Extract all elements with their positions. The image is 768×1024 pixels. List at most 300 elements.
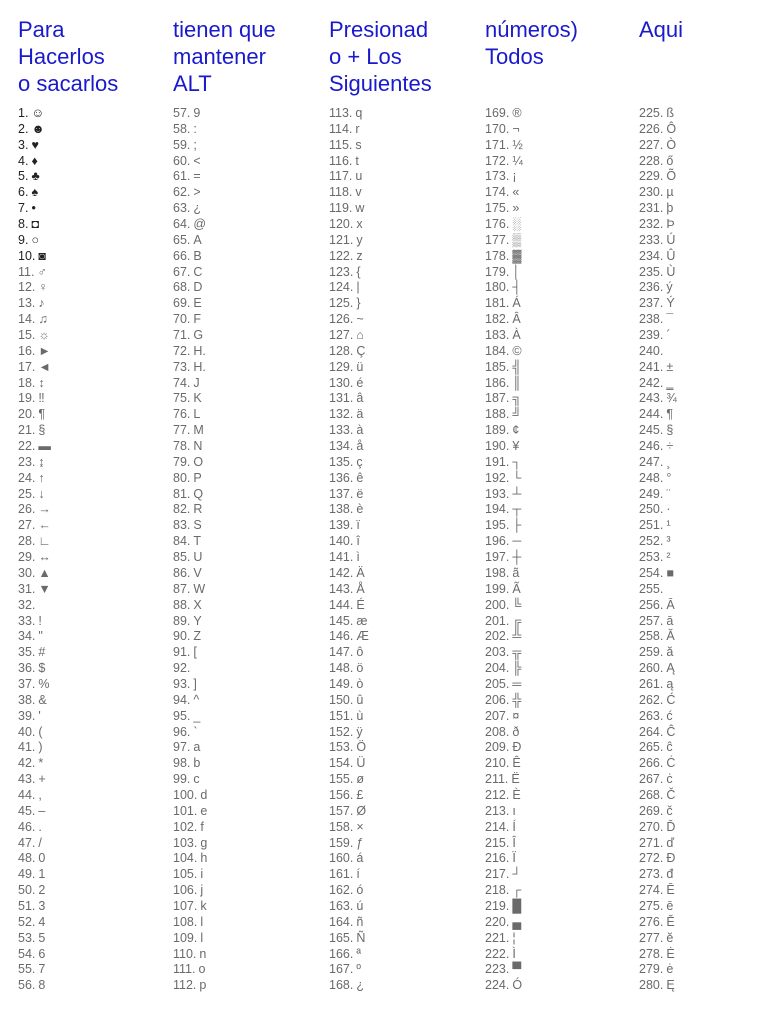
code-character: ♂ [37, 264, 47, 279]
code-row [485, 931, 523, 947]
code-number: 29. [18, 550, 36, 565]
code-number: 58. [173, 121, 191, 136]
code-row [173, 772, 207, 788]
code-character: K [193, 391, 202, 406]
code-character: ^ [193, 692, 200, 707]
code-character: f [200, 819, 204, 834]
code-number: 27. [18, 518, 36, 533]
code-number: 28. [18, 534, 36, 549]
code-row [485, 867, 523, 883]
code-number: 45. [18, 803, 36, 818]
code-row [329, 614, 369, 630]
code-character: ← [38, 518, 51, 533]
code-character: → [38, 502, 51, 517]
code-number: 60. [173, 153, 191, 168]
code-character: ░ [512, 217, 522, 232]
code-number: 222. [485, 946, 510, 961]
code-character: ¥ [512, 439, 520, 454]
code-row [329, 962, 369, 978]
code-character: Ð [512, 740, 522, 755]
code-character: * [38, 756, 44, 771]
code-number: 47. [18, 835, 36, 850]
code-number: 34. [18, 629, 36, 644]
code-number: 158. [329, 819, 354, 834]
code-number: 84. [173, 534, 191, 549]
code-row [639, 756, 677, 772]
code-number: 127. [329, 328, 354, 343]
code-row [639, 629, 677, 645]
code-character: ÷ [666, 439, 674, 454]
code-character: Ë [511, 772, 520, 787]
code-row [18, 566, 51, 582]
code-character: æ [356, 613, 368, 628]
code-number: 208. [485, 724, 510, 739]
code-character: Ï [512, 851, 516, 866]
code-row [173, 344, 207, 360]
code-character: : [193, 121, 197, 136]
code-number: 165. [329, 930, 354, 945]
code-number: 167. [329, 962, 354, 977]
code-row [639, 677, 677, 693]
code-number: 241. [639, 359, 664, 374]
code-number: 61. [173, 169, 191, 184]
code-character: Î [512, 835, 516, 850]
code-character: Ä [356, 565, 365, 580]
code-number: 244. [639, 407, 664, 422]
code-row [329, 851, 369, 867]
code-character: » [512, 201, 520, 216]
code-character: ] [193, 676, 197, 691]
code-character: n [199, 946, 207, 961]
code-row [485, 502, 523, 518]
code-row [485, 106, 523, 122]
code-character: È [512, 787, 521, 802]
code-number: 115. [329, 137, 353, 152]
code-number: 192. [485, 470, 510, 485]
code-row [173, 677, 207, 693]
code-row [639, 804, 677, 820]
code-row [173, 614, 207, 630]
code-row [485, 836, 523, 852]
code-character: Ó [512, 978, 523, 993]
code-number: 278. [639, 946, 664, 961]
code-row [18, 185, 51, 201]
code-row [173, 518, 207, 534]
code-number: 203. [485, 645, 510, 660]
code-row [639, 614, 677, 630]
code-character: % [38, 676, 50, 691]
code-row [329, 899, 369, 915]
code-number: 210. [485, 756, 510, 771]
code-character: ' [38, 708, 41, 723]
code-row [329, 502, 369, 518]
code-row [173, 661, 207, 677]
code-row [329, 534, 369, 550]
code-row [173, 788, 207, 804]
code-row [173, 201, 207, 217]
code-row [485, 328, 523, 344]
code-row [18, 629, 51, 645]
code-character: ♫ [38, 312, 48, 327]
code-row [18, 518, 51, 534]
code-row [639, 867, 677, 883]
code-number: 66. [173, 248, 191, 263]
code-number: 37. [18, 676, 36, 691]
code-number: 16. [18, 343, 36, 358]
code-character: ¸ [666, 454, 671, 469]
code-number: 195. [485, 518, 510, 533]
code-character: └ [512, 470, 522, 485]
code-number: 42. [18, 756, 36, 771]
code-number: 75. [173, 391, 191, 406]
code-number: 221. [485, 930, 510, 945]
code-character: ‼ [38, 391, 45, 406]
code-row [18, 740, 51, 756]
code-row [639, 455, 677, 471]
code-character: ■ [666, 565, 674, 580]
code-number: 232. [639, 217, 664, 232]
code-number: 52. [18, 914, 36, 929]
code-number: 247. [639, 454, 664, 469]
code-row [485, 233, 523, 249]
heading-line: Presionad [329, 17, 429, 42]
code-character: ¶ [666, 407, 674, 422]
code-number: 191. [485, 454, 510, 469]
code-row [485, 550, 523, 566]
code-row [639, 471, 677, 487]
code-character: j [200, 883, 204, 898]
code-number: 140. [329, 534, 354, 549]
code-number: 228. [639, 153, 664, 168]
code-character: ▬ [38, 439, 51, 454]
code-character: ¾ [666, 391, 677, 406]
code-character: ° [666, 470, 672, 485]
code-character: ▲ [38, 565, 51, 580]
code-number: 49. [18, 867, 36, 882]
code-number: 96. [173, 724, 191, 739]
code-number: 225. [639, 106, 664, 120]
code-number: 92. [173, 661, 191, 676]
code-character: º [356, 962, 361, 977]
code-character: ß [666, 106, 674, 120]
code-number: 57. [173, 106, 191, 120]
code-row [329, 391, 369, 407]
code-row [18, 598, 51, 614]
code-number: 68. [173, 280, 191, 295]
code-row [18, 931, 51, 947]
code-character: ) [38, 740, 43, 755]
code-number: 70. [173, 312, 191, 327]
code-number: 107. [173, 898, 198, 913]
code-row [639, 518, 677, 534]
code-character: P [193, 470, 202, 485]
code-number: 189. [485, 423, 510, 438]
code-row [639, 423, 677, 439]
code-number: 212. [485, 787, 510, 802]
code-row [329, 265, 369, 281]
heading-line: mantener [173, 44, 266, 69]
code-character: ý [666, 280, 673, 295]
code-character: ö [356, 661, 364, 676]
code-row [18, 201, 51, 217]
code-number: 35. [18, 645, 36, 660]
code-row [173, 820, 207, 836]
code-character: J [193, 375, 200, 390]
code-character: │ [512, 264, 521, 279]
code-row [485, 629, 523, 645]
code-number: 252. [639, 534, 664, 549]
code-number: 237. [639, 296, 664, 311]
code-row [485, 788, 523, 804]
code-character: 6 [38, 946, 46, 961]
code-character: C [193, 264, 203, 279]
code-character: ♦ [31, 153, 38, 168]
code-number: 114. [329, 121, 353, 136]
code-number: 233. [639, 232, 664, 247]
code-row [485, 709, 523, 725]
code-row [173, 915, 207, 931]
code-number: 108. [173, 914, 198, 929]
code-number: 139. [329, 518, 354, 533]
code-character: } [356, 296, 361, 311]
code-row [485, 804, 523, 820]
code-row [173, 487, 207, 503]
code-number: 3. [18, 137, 29, 152]
code-number: 56. [18, 978, 36, 993]
code-number: 178. [485, 248, 510, 263]
code-number: 11. [18, 264, 35, 279]
code-number: 101. [173, 803, 198, 818]
code-row [639, 725, 677, 741]
code-character: M [193, 423, 204, 438]
code-number: 199. [485, 581, 510, 596]
code-row [329, 867, 369, 883]
code-row [18, 344, 51, 360]
code-row [329, 122, 369, 138]
code-row [639, 851, 677, 867]
code-row [639, 138, 677, 154]
code-character: ċ [666, 772, 673, 787]
heading-line: o + Los [329, 44, 402, 69]
code-character: § [38, 423, 46, 438]
code-character: é [356, 375, 364, 390]
code-row [329, 598, 369, 614]
code-character: l [200, 914, 204, 929]
code-row [639, 740, 677, 756]
code-character: ╩ [512, 629, 522, 644]
code-character: û [356, 692, 364, 707]
code-number: 163. [329, 898, 354, 913]
code-number: 133. [329, 423, 354, 438]
code-row [639, 265, 677, 281]
code-row [18, 582, 51, 598]
code-row [329, 233, 369, 249]
code-column-1 [18, 106, 51, 994]
code-row [173, 804, 207, 820]
code-row [173, 391, 207, 407]
code-character: T [193, 534, 202, 549]
code-row [18, 709, 51, 725]
code-number: 118. [329, 185, 353, 200]
code-number: 126. [329, 312, 354, 327]
code-number: 30. [18, 565, 36, 580]
code-number: 267. [639, 772, 664, 787]
code-character: Ñ [356, 930, 366, 945]
code-number: 98. [173, 756, 191, 771]
code-column-3 [329, 106, 369, 994]
code-number: 4. [18, 153, 29, 168]
code-character: ¤ [512, 708, 520, 723]
code-row [18, 661, 51, 677]
code-character: ø [356, 772, 364, 787]
code-number: 109. [173, 930, 198, 945]
code-character: ├ [512, 518, 522, 533]
code-character: x [356, 217, 363, 232]
code-row [329, 185, 369, 201]
code-row [329, 820, 369, 836]
code-row [329, 693, 369, 709]
code-character: Æ [356, 629, 369, 644]
code-number: 48. [18, 851, 36, 866]
code-number: 86. [173, 565, 191, 580]
code-row [173, 867, 207, 883]
code-number: 254. [639, 565, 664, 580]
code-character: | [356, 280, 360, 295]
code-number: 38. [18, 692, 36, 707]
code-character: ╠ [512, 661, 522, 676]
code-row [485, 185, 523, 201]
code-row [329, 312, 369, 328]
code-character: ▓ [512, 248, 522, 263]
code-row [18, 962, 51, 978]
code-row [18, 804, 51, 820]
code-character: ∟ [38, 534, 51, 549]
code-character: č [666, 803, 673, 818]
code-character: ( [38, 724, 43, 739]
code-row [485, 154, 523, 170]
code-character: á [356, 851, 364, 866]
code-row [18, 534, 51, 550]
code-number: 100. [173, 787, 198, 802]
code-character: ì [356, 550, 360, 565]
code-row [485, 169, 523, 185]
code-row [329, 645, 369, 661]
code-row [18, 169, 51, 185]
code-row [18, 756, 51, 772]
code-number: 88. [173, 597, 191, 612]
code-number: 54. [18, 946, 36, 961]
code-row [485, 487, 523, 503]
code-character: Ç [356, 343, 366, 358]
code-row [329, 328, 369, 344]
code-character: # [38, 645, 46, 660]
code-row [18, 978, 51, 994]
code-row [485, 217, 523, 233]
code-row [173, 931, 207, 947]
code-number: 196. [485, 534, 510, 549]
code-row [639, 598, 677, 614]
code-number: 74. [173, 375, 191, 390]
code-row [173, 328, 207, 344]
code-character: y [356, 232, 363, 247]
code-number: 160. [329, 851, 354, 866]
code-character: ¢ [512, 423, 520, 438]
code-character: ▄ [512, 914, 522, 929]
code-number: 138. [329, 502, 354, 517]
code-row [329, 423, 369, 439]
code-row [485, 455, 523, 471]
code-character: ï [356, 518, 360, 533]
code-row [639, 360, 677, 376]
code-number: 82. [173, 502, 191, 517]
code-number: 102. [173, 819, 198, 834]
code-character: ê [356, 470, 364, 485]
code-number: 162. [329, 883, 354, 898]
code-number: 105. [173, 867, 198, 882]
code-number: 130. [329, 375, 354, 390]
code-row [639, 328, 677, 344]
code-character: s [355, 137, 362, 152]
code-character: 2 [38, 883, 46, 898]
code-number: 248. [639, 470, 664, 485]
code-character: ~ [356, 312, 364, 327]
code-character: ³ [666, 534, 671, 549]
code-column-5 [639, 106, 677, 994]
code-row [639, 836, 677, 852]
code-character: đ [666, 867, 674, 882]
code-character: d [200, 787, 208, 802]
code-row [329, 296, 369, 312]
code-number: 59. [173, 137, 191, 152]
code-number: 145. [329, 613, 354, 628]
code-character: H. [193, 343, 206, 358]
code-row [485, 851, 523, 867]
heading-line: Hacerlos [18, 44, 105, 69]
code-number: 39. [18, 708, 36, 723]
code-character: v [355, 185, 362, 200]
code-character: ò [356, 676, 364, 691]
code-character: L [193, 407, 201, 422]
code-row [18, 407, 51, 423]
code-number: 184. [485, 343, 510, 358]
code-number: 20. [18, 407, 36, 422]
code-row [485, 693, 523, 709]
code-row [485, 915, 523, 931]
code-number: 187. [485, 391, 510, 406]
code-character: h [200, 851, 208, 866]
code-character: ► [38, 343, 51, 358]
code-row [329, 725, 369, 741]
heading-line: Aqui [639, 17, 684, 42]
code-character: µ [666, 185, 674, 200]
code-row [639, 978, 677, 994]
code-number: 238. [639, 312, 664, 327]
code-character: ð [512, 724, 520, 739]
code-number: 211. [485, 772, 509, 787]
code-number: 36. [18, 661, 36, 676]
code-number: 26. [18, 502, 36, 517]
code-number: 246. [639, 439, 664, 454]
code-row [173, 296, 207, 312]
code-row [18, 899, 51, 915]
code-character: a [193, 740, 201, 755]
code-number: 152. [329, 724, 354, 739]
code-number: 83. [173, 518, 191, 533]
code-row [173, 550, 207, 566]
heading-line: tienen que [173, 17, 276, 42]
code-number: 99. [173, 772, 191, 787]
code-number: 209. [485, 740, 510, 755]
